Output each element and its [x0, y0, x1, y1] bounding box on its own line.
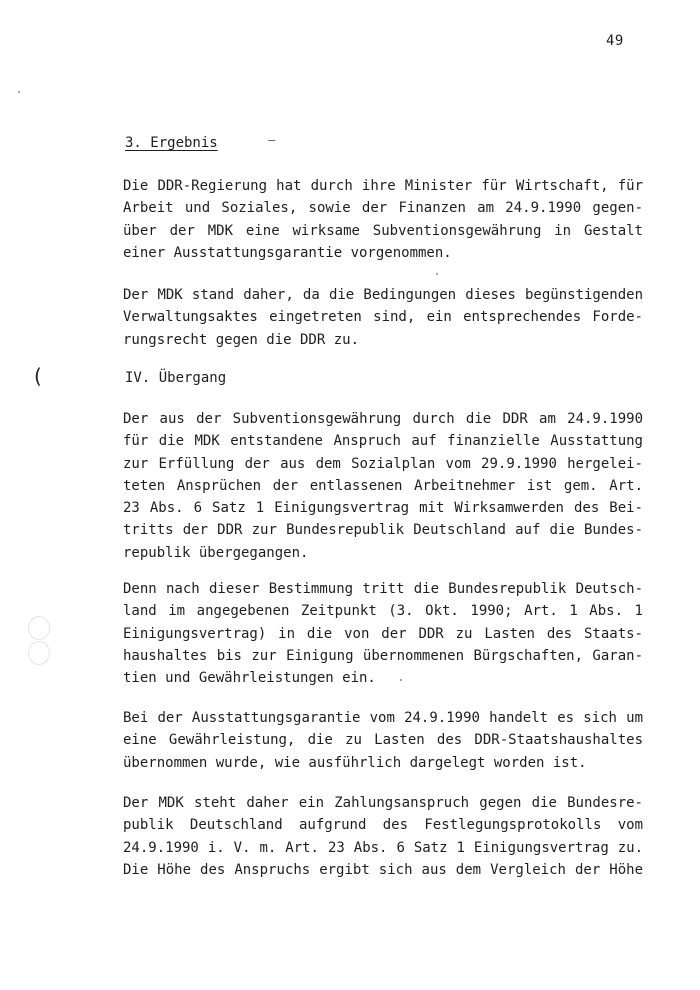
text-line: land im angegebenen Zeitpunkt (3. Okt. 1990; Art. 1 Abs. 1: [123, 603, 643, 620]
text-line: teten Ansprüchen der entlassenen Arbeitnehmer ist gem. Art.: [123, 477, 643, 494]
text-line: Die DDR-Regierung hat durch ihre Minister für Wirtschaft, für: [123, 178, 643, 194]
text-line: einer Ausstattungsgarantie vorgenommen.: [123, 244, 452, 261]
scan-speck: [400, 679, 402, 681]
text-line: Der MDK steht daher ein Zahlungsanspruch gegen die Bundesre-: [123, 795, 643, 811]
text-line: eine Gewährleistung, die zu Lasten des DDR-Staatshaushaltes: [123, 732, 643, 749]
paragraph-bestimmung: [123, 578, 643, 689]
text-line: Der MDK stand daher, da die Bedingungen dieses begünstigenden: [123, 287, 643, 303]
text-line: publik Deutschland aufgrund des Festlegungsprotokolls vom: [123, 817, 643, 834]
heading-dash-mark: –: [268, 133, 276, 147]
scan-speck: [18, 91, 20, 93]
text-line: 23 Abs. 6 Satz 1 Einigungsvertrag mit Wirksamwerden des Bei-: [123, 500, 643, 517]
text-line: für die MDK entstandene Anspruch auf finanzielle Ausstattung: [123, 433, 643, 450]
text-line: Der aus der Subventionsgewährung durch die DDR am 24.9.1990: [123, 411, 643, 427]
punch-hole-mark: [28, 641, 50, 665]
text-line: tritts der DDR zur Bundesrepublik Deutschland auf die Bundes-: [123, 522, 643, 539]
paragraph-mdk-stand: [123, 284, 643, 351]
text-line: Arbeit und Soziales, sowie der Finanzen am 24.9.1990 gegen-: [123, 200, 643, 217]
paragraph-subventionsgewaehrung: [123, 408, 643, 564]
section-heading-uebergang: IV. Übergang: [125, 370, 227, 386]
text-line: rungsrecht gegen die DDR zu.: [123, 331, 360, 348]
text-line: Verwaltungsaktes eingetreten sind, ein entsprechendes Forde-: [123, 309, 643, 326]
margin-parenthesis: (: [34, 364, 42, 388]
scan-speck: [436, 273, 438, 275]
text-line: Einigungsvertrag) in die von der DDR zu Lasten des Staats-: [123, 625, 643, 642]
paragraph-zahlungsanspruch: [123, 792, 643, 881]
text-line: republik übergegangen.: [123, 544, 309, 561]
section-heading-ergebnis: 3. Ergebnis: [125, 135, 218, 151]
text-line: Bei der Ausstattungsgarantie vom 24.9.1990 handelt es sich um: [123, 710, 643, 726]
text-line: haushaltes bis zur Einigung übernommenen Bürgschaften, Garan-: [123, 647, 643, 664]
text-line: tien und Gewährleistungen ein.: [123, 670, 376, 687]
paragraph-ausstattungsgarantie: [123, 707, 643, 774]
punch-hole-mark: [28, 616, 50, 640]
text-line: Denn nach dieser Bestimmung tritt die Bundesrepublik Deutsch-: [123, 581, 643, 597]
text-line: Die Höhe des Anspruchs ergibt sich aus dem Vergleich der Höhe: [123, 861, 643, 878]
text-line: übernommen wurde, wie ausführlich dargelegt worden ist.: [123, 754, 587, 771]
text-line: über der MDK eine wirksame Subventionsgewährung in Gestalt: [123, 222, 643, 239]
text-line: 24.9.1990 i. V. m. Art. 23 Abs. 6 Satz 1 Einigungsvertrag zu.: [123, 839, 643, 856]
paragraph-ddr-regierung: [123, 175, 643, 264]
text-line: zur Erfüllung der aus dem Sozialplan vom 29.9.1990 hergelei-: [123, 455, 643, 472]
page-number: 49: [606, 33, 624, 49]
